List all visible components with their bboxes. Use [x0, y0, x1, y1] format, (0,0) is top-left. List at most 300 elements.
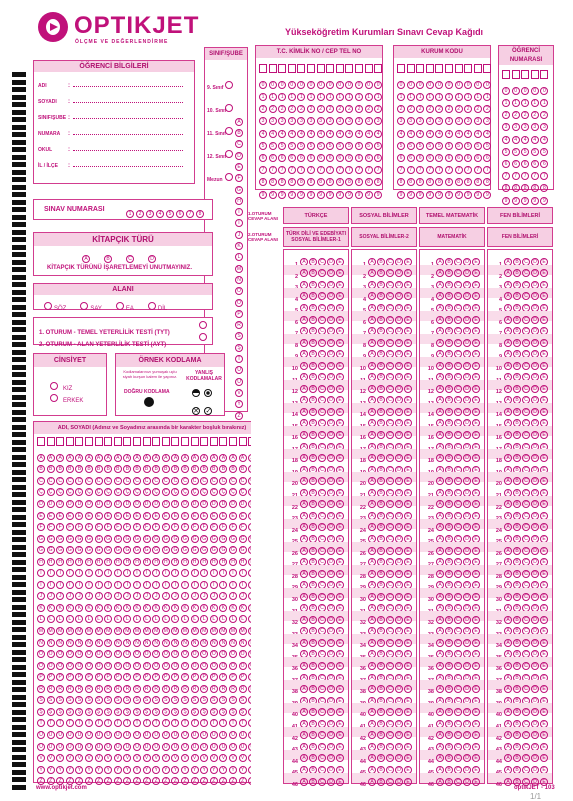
name-letter-bubble[interactable]: B	[56, 465, 64, 473]
name-letter-bubble[interactable]: A	[162, 454, 170, 462]
booklet-bubble[interactable]: D	[148, 255, 156, 263]
answer-bubble[interactable]: B	[309, 581, 317, 589]
answer-bubble[interactable]: B	[513, 316, 521, 324]
answer-bubble[interactable]: E	[540, 489, 548, 497]
answer-bubble[interactable]: E	[336, 443, 344, 451]
name-letter-bubble[interactable]: Y	[143, 766, 151, 774]
digit-bubble[interactable]: 2	[416, 105, 424, 113]
answer-bubble[interactable]: B	[445, 697, 453, 705]
digit-bubble[interactable]: 5	[336, 142, 344, 150]
answer-bubble[interactable]: A	[368, 419, 376, 427]
answer-bubble[interactable]: B	[513, 778, 521, 786]
name-letter-bubble[interactable]: L	[104, 615, 112, 623]
booklet-bubble[interactable]: C	[126, 255, 134, 263]
answer-bubble[interactable]: A	[504, 558, 512, 566]
answer-bubble[interactable]: A	[504, 339, 512, 347]
answer-bubble[interactable]: C	[318, 316, 326, 324]
digit-bubble[interactable]: 9	[445, 191, 453, 199]
answer-bubble[interactable]: E	[472, 627, 480, 635]
answer-bubble[interactable]: A	[436, 292, 444, 300]
answer-bubble[interactable]: E	[472, 431, 480, 439]
answer-bubble[interactable]: E	[336, 778, 344, 786]
digit-entry-box[interactable]	[483, 64, 491, 73]
name-letter-bubble[interactable]: O	[143, 650, 151, 658]
answer-bubble[interactable]: B	[445, 570, 453, 578]
digit-bubble[interactable]: 3	[326, 117, 334, 125]
name-letter-bubble[interactable]: Y	[181, 766, 189, 774]
name-letter-bubble[interactable]: Ü	[229, 743, 237, 751]
answer-bubble[interactable]: D	[395, 316, 403, 324]
digit-bubble[interactable]: 5	[397, 142, 405, 150]
answer-bubble[interactable]: D	[463, 292, 471, 300]
answer-bubble[interactable]: B	[309, 454, 317, 462]
name-letter-bubble[interactable]: J	[75, 592, 83, 600]
answer-bubble[interactable]: B	[445, 778, 453, 786]
answer-bubble[interactable]: E	[472, 489, 480, 497]
name-letter-bubble[interactable]: H	[181, 558, 189, 566]
digit-bubble[interactable]: 4	[326, 130, 334, 138]
name-letter-bubble[interactable]: T	[85, 719, 93, 727]
name-letter-bubble[interactable]: R	[219, 685, 227, 693]
answer-bubble[interactable]: C	[386, 443, 394, 451]
name-letter-bubble[interactable]: E	[229, 512, 237, 520]
name-letter-bubble[interactable]: I	[56, 569, 64, 577]
digit-bubble[interactable]: 3	[365, 117, 373, 125]
digit-bubble[interactable]: 9	[355, 191, 363, 199]
digit-bubble[interactable]: 8	[397, 178, 405, 186]
answer-bubble[interactable]: C	[318, 570, 326, 578]
answer-bubble[interactable]: E	[404, 350, 412, 358]
answer-bubble[interactable]: B	[309, 754, 317, 762]
digit-entry-box[interactable]	[407, 64, 415, 73]
name-letter-bubble[interactable]: O	[37, 650, 45, 658]
digit-bubble[interactable]: 0	[531, 87, 539, 95]
answer-bubble[interactable]: A	[300, 547, 308, 555]
digit-bubble[interactable]: 2	[540, 111, 548, 119]
answer-bubble[interactable]: A	[368, 269, 376, 277]
answer-bubble[interactable]: C	[522, 662, 530, 670]
name-letter-bubble[interactable]: Y	[114, 766, 122, 774]
answer-bubble[interactable]: B	[513, 396, 521, 404]
answer-bubble[interactable]: C	[386, 627, 394, 635]
name-letter-bubble[interactable]: T	[229, 719, 237, 727]
name-letter-bubble[interactable]: N	[210, 639, 218, 647]
name-letter-bubble[interactable]: G	[162, 535, 170, 543]
exam-number-bubble[interactable]: 4	[156, 210, 164, 218]
digit-bubble[interactable]: 7	[326, 166, 334, 174]
name-letter-bubble[interactable]: P	[152, 673, 160, 681]
name-letter-bubble[interactable]: Y	[152, 766, 160, 774]
name-letter-bubble[interactable]: E	[85, 512, 93, 520]
name-letter-bubble[interactable]: H	[229, 558, 237, 566]
answer-bubble[interactable]: A	[436, 674, 444, 682]
digit-bubble[interactable]: 9	[269, 191, 277, 199]
name-letter-bubble[interactable]: R	[171, 685, 179, 693]
answer-bubble[interactable]: A	[436, 408, 444, 416]
answer-bubble[interactable]: C	[454, 304, 462, 312]
class-letter-bubble[interactable]: V	[235, 389, 243, 397]
digit-bubble[interactable]: 3	[416, 117, 424, 125]
name-letter-bubble[interactable]: C	[114, 477, 122, 485]
answer-bubble[interactable]: C	[318, 743, 326, 751]
session-bubble[interactable]	[199, 321, 207, 329]
answer-bubble[interactable]: C	[454, 258, 462, 266]
name-letter-bubble[interactable]: Ö	[219, 662, 227, 670]
answer-bubble[interactable]: D	[327, 720, 335, 728]
answer-bubble[interactable]: B	[513, 523, 521, 531]
name-letter-bubble[interactable]: Z	[181, 777, 189, 785]
answer-bubble[interactable]: E	[404, 627, 412, 635]
digit-bubble[interactable]: 1	[307, 93, 315, 101]
answer-bubble[interactable]: A	[436, 362, 444, 370]
name-letter-bubble[interactable]: Ş	[133, 708, 141, 716]
answer-bubble[interactable]: A	[368, 500, 376, 508]
answer-bubble[interactable]: C	[522, 593, 530, 601]
answer-bubble[interactable]: D	[531, 327, 539, 335]
answer-bubble[interactable]: C	[454, 431, 462, 439]
answer-bubble[interactable]: A	[300, 454, 308, 462]
digit-bubble[interactable]: 0	[355, 81, 363, 89]
name-letter-bubble[interactable]: Y	[66, 766, 74, 774]
answer-bubble[interactable]: B	[309, 500, 317, 508]
answer-bubble[interactable]: E	[540, 512, 548, 520]
exam-number-bubble[interactable]: 5	[166, 210, 174, 218]
answer-bubble[interactable]: D	[395, 443, 403, 451]
answer-bubble[interactable]: E	[540, 708, 548, 716]
name-letter-bubble[interactable]: V	[104, 754, 112, 762]
name-letter-bubble[interactable]: Ç	[56, 488, 64, 496]
answer-bubble[interactable]: E	[404, 419, 412, 427]
name-letter-bubble[interactable]: H	[219, 558, 227, 566]
name-letter-bubble[interactable]: J	[133, 592, 141, 600]
answer-bubble[interactable]: A	[436, 466, 444, 474]
answer-bubble[interactable]: E	[404, 581, 412, 589]
answer-bubble[interactable]: E	[404, 500, 412, 508]
name-letter-bubble[interactable]: N	[152, 639, 160, 647]
answer-bubble[interactable]: E	[472, 593, 480, 601]
answer-bubble[interactable]: E	[540, 662, 548, 670]
answer-bubble[interactable]: B	[309, 385, 317, 393]
name-letter-bubble[interactable]: A	[56, 454, 64, 462]
digit-bubble[interactable]: 7	[455, 166, 463, 174]
digit-bubble[interactable]: 0	[345, 81, 353, 89]
digit-bubble[interactable]: 6	[474, 154, 482, 162]
name-letter-bubble[interactable]: R	[104, 685, 112, 693]
name-letter-bubble[interactable]: B	[123, 465, 131, 473]
name-letter-bubble[interactable]: K	[123, 604, 131, 612]
answer-bubble[interactable]: D	[327, 431, 335, 439]
name-letter-bubble[interactable]: Ü	[75, 743, 83, 751]
name-letter-bubble[interactable]: Ğ	[66, 546, 74, 554]
digit-bubble[interactable]: 8	[278, 178, 286, 186]
digit-bubble[interactable]: 3	[445, 117, 453, 125]
answer-bubble[interactable]: A	[436, 616, 444, 624]
answer-bubble[interactable]: A	[436, 697, 444, 705]
answer-bubble[interactable]: B	[377, 570, 385, 578]
name-letter-bubble[interactable]: Ö	[85, 662, 93, 670]
answer-bubble[interactable]: E	[336, 558, 344, 566]
name-letter-bubble[interactable]: Z	[104, 777, 112, 785]
answer-bubble[interactable]: D	[327, 627, 335, 635]
answer-bubble[interactable]: A	[504, 269, 512, 277]
name-letter-bubble[interactable]: D	[37, 500, 45, 508]
name-letter-bubble[interactable]: H	[47, 558, 55, 566]
name-letter-bubble[interactable]: N	[75, 639, 83, 647]
digit-bubble[interactable]: 7	[540, 172, 548, 180]
name-letter-bubble[interactable]: P	[171, 673, 179, 681]
answer-bubble[interactable]: A	[504, 350, 512, 358]
exam-number-bubble[interactable]: 6	[176, 210, 184, 218]
name-letter-bubble[interactable]: İ	[66, 581, 74, 589]
answer-bubble[interactable]: E	[472, 674, 480, 682]
name-letter-bubble[interactable]: Ç	[181, 488, 189, 496]
digit-bubble[interactable]: 0	[288, 81, 296, 89]
answer-bubble[interactable]: D	[463, 731, 471, 739]
name-letter-bubble[interactable]: Ç	[123, 488, 131, 496]
name-letter-bubble[interactable]: P	[85, 673, 93, 681]
answer-bubble[interactable]: D	[327, 523, 335, 531]
digit-bubble[interactable]: 7	[355, 166, 363, 174]
digit-bubble[interactable]: 8	[317, 178, 325, 186]
digit-entry-box[interactable]	[317, 64, 325, 73]
digit-bubble[interactable]: 6	[502, 160, 510, 168]
answer-bubble[interactable]: B	[377, 408, 385, 416]
class-letter-bubble[interactable]: M	[236, 265, 242, 272]
digit-bubble[interactable]: 0	[464, 81, 472, 89]
name-letter-bubble[interactable]: T	[104, 719, 112, 727]
name-entry-box[interactable]	[66, 437, 74, 446]
answer-bubble[interactable]: E	[404, 523, 412, 531]
name-letter-bubble[interactable]: A	[219, 454, 227, 462]
answer-bubble[interactable]: D	[531, 362, 539, 370]
answer-bubble[interactable]: A	[368, 477, 376, 485]
answer-bubble[interactable]: D	[463, 512, 471, 520]
answer-bubble[interactable]: A	[300, 731, 308, 739]
grade-bubble[interactable]	[225, 127, 233, 135]
digit-bubble[interactable]: 2	[435, 105, 443, 113]
name-letter-bubble[interactable]: H	[75, 558, 83, 566]
digit-bubble[interactable]: 8	[326, 178, 334, 186]
answer-bubble[interactable]: C	[318, 697, 326, 705]
answer-bubble[interactable]: B	[513, 466, 521, 474]
name-letter-bubble[interactable]: J	[37, 592, 45, 600]
name-letter-bubble[interactable]: Y	[191, 766, 199, 774]
answer-bubble[interactable]: C	[522, 674, 530, 682]
answer-bubble[interactable]: C	[522, 500, 530, 508]
answer-bubble[interactable]: C	[318, 685, 326, 693]
digit-bubble[interactable]: 0	[397, 81, 405, 89]
digit-bubble[interactable]: 2	[521, 111, 529, 119]
name-letter-bubble[interactable]: A	[47, 454, 55, 462]
name-letter-bubble[interactable]: M	[144, 628, 149, 635]
answer-bubble[interactable]: B	[309, 697, 317, 705]
answer-bubble[interactable]: C	[386, 685, 394, 693]
name-letter-bubble[interactable]: K	[104, 604, 112, 612]
name-letter-bubble[interactable]: A	[75, 454, 83, 462]
answer-bubble[interactable]: E	[472, 650, 480, 658]
answer-bubble[interactable]: A	[300, 477, 308, 485]
answer-bubble[interactable]: B	[309, 708, 317, 716]
answer-bubble[interactable]: B	[309, 350, 317, 358]
answer-bubble[interactable]: B	[377, 547, 385, 555]
answer-bubble[interactable]: B	[445, 466, 453, 474]
name-letter-bubble[interactable]: L	[75, 615, 83, 623]
name-letter-bubble[interactable]: F	[123, 523, 131, 531]
answer-bubble[interactable]: E	[540, 639, 548, 647]
digit-bubble[interactable]: 4	[374, 130, 382, 138]
name-letter-bubble[interactable]: C	[191, 477, 199, 485]
digit-bubble[interactable]: 8	[445, 178, 453, 186]
answer-bubble[interactable]: A	[436, 339, 444, 347]
answer-bubble[interactable]: A	[300, 258, 308, 266]
answer-bubble[interactable]: A	[300, 316, 308, 324]
answer-bubble[interactable]: B	[445, 685, 453, 693]
name-letter-bubble[interactable]: Ç	[66, 488, 74, 496]
answer-bubble[interactable]: A	[436, 743, 444, 751]
answer-bubble[interactable]: A	[368, 385, 376, 393]
name-letter-bubble[interactable]: N	[56, 639, 64, 647]
name-letter-bubble[interactable]: L	[133, 615, 141, 623]
answer-bubble[interactable]: B	[377, 697, 385, 705]
name-letter-bubble[interactable]: Ü	[47, 743, 55, 751]
digit-bubble[interactable]: 6	[374, 154, 382, 162]
field-bubble[interactable]	[116, 302, 124, 310]
name-letter-bubble[interactable]: İ	[114, 581, 122, 589]
digit-bubble[interactable]: 6	[512, 160, 520, 168]
name-letter-bubble[interactable]: Ö	[123, 662, 131, 670]
answer-bubble[interactable]: E	[336, 523, 344, 531]
name-letter-bubble[interactable]: J	[210, 592, 218, 600]
answer-bubble[interactable]: C	[386, 454, 394, 462]
answer-bubble[interactable]: C	[318, 373, 326, 381]
answer-bubble[interactable]: D	[395, 477, 403, 485]
name-letter-bubble[interactable]: B	[133, 465, 141, 473]
name-letter-bubble[interactable]: K	[56, 604, 64, 612]
answer-bubble[interactable]: A	[436, 639, 444, 647]
answer-bubble[interactable]: D	[531, 466, 539, 474]
name-letter-bubble[interactable]: N	[95, 639, 103, 647]
digit-bubble[interactable]: 9	[540, 197, 548, 205]
answer-bubble[interactable]: D	[531, 627, 539, 635]
answer-bubble[interactable]: A	[368, 547, 376, 555]
digit-bubble[interactable]: 5	[278, 142, 286, 150]
answer-bubble[interactable]: A	[436, 385, 444, 393]
digit-bubble[interactable]: 2	[317, 105, 325, 113]
answer-bubble[interactable]: D	[327, 604, 335, 612]
class-letter-bubble[interactable]: O	[235, 287, 243, 295]
name-letter-bubble[interactable]: G	[239, 535, 247, 543]
name-letter-bubble[interactable]: Z	[133, 777, 141, 785]
answer-bubble[interactable]: B	[445, 258, 453, 266]
answer-bubble[interactable]: E	[472, 558, 480, 566]
answer-bubble[interactable]: E	[540, 350, 548, 358]
answer-bubble[interactable]: A	[368, 639, 376, 647]
name-letter-bubble[interactable]: Y	[37, 766, 45, 774]
name-letter-bubble[interactable]: V	[66, 754, 74, 762]
digit-bubble[interactable]: 0	[483, 81, 491, 89]
answer-bubble[interactable]: B	[445, 269, 453, 277]
answer-bubble[interactable]: A	[368, 373, 376, 381]
answer-bubble[interactable]: B	[445, 304, 453, 312]
name-letter-bubble[interactable]: Ç	[200, 488, 208, 496]
name-letter-bubble[interactable]: C	[171, 477, 179, 485]
answer-bubble[interactable]: A	[368, 535, 376, 543]
answer-bubble[interactable]: D	[463, 362, 471, 370]
name-letter-bubble[interactable]: Ş	[229, 708, 237, 716]
name-letter-bubble[interactable]: M	[115, 628, 120, 635]
name-letter-bubble[interactable]: U	[239, 731, 247, 739]
digit-bubble[interactable]: 8	[374, 178, 382, 186]
name-letter-bubble[interactable]: S	[210, 696, 218, 704]
name-letter-bubble[interactable]: O	[162, 650, 170, 658]
answer-bubble[interactable]: E	[472, 258, 480, 266]
answer-bubble[interactable]: C	[522, 708, 530, 716]
answer-bubble[interactable]: C	[454, 547, 462, 555]
answer-bubble[interactable]: E	[472, 292, 480, 300]
name-letter-bubble[interactable]: Ü	[85, 743, 93, 751]
name-letter-bubble[interactable]: Ü	[239, 743, 247, 751]
name-letter-bubble[interactable]: B	[181, 465, 189, 473]
name-letter-bubble[interactable]: R	[229, 685, 237, 693]
answer-bubble[interactable]: B	[309, 650, 317, 658]
answer-bubble[interactable]: A	[504, 662, 512, 670]
answer-bubble[interactable]: B	[377, 385, 385, 393]
answer-bubble[interactable]: D	[327, 419, 335, 427]
name-entry-box[interactable]	[56, 437, 64, 446]
name-letter-bubble[interactable]: A	[85, 454, 93, 462]
answer-bubble[interactable]: C	[522, 454, 530, 462]
answer-bubble[interactable]: D	[327, 547, 335, 555]
answer-bubble[interactable]: D	[327, 685, 335, 693]
answer-bubble[interactable]: B	[513, 408, 521, 416]
name-letter-bubble[interactable]: J	[171, 592, 179, 600]
answer-bubble[interactable]: A	[300, 443, 308, 451]
answer-bubble[interactable]: D	[463, 339, 471, 347]
name-letter-bubble[interactable]: L	[114, 615, 122, 623]
name-letter-bubble[interactable]: K	[75, 604, 83, 612]
answer-bubble[interactable]: B	[377, 500, 385, 508]
answer-bubble[interactable]: B	[309, 362, 317, 370]
digit-bubble[interactable]: 2	[365, 105, 373, 113]
answer-bubble[interactable]: B	[377, 558, 385, 566]
answer-bubble[interactable]: A	[436, 500, 444, 508]
digit-bubble[interactable]: 4	[269, 130, 277, 138]
name-letter-bubble[interactable]: İ	[171, 581, 179, 589]
field-bubble[interactable]	[148, 302, 156, 310]
digit-bubble[interactable]: 3	[259, 117, 267, 125]
name-letter-bubble[interactable]: T	[210, 719, 218, 727]
answer-bubble[interactable]: C	[454, 443, 462, 451]
name-letter-bubble[interactable]: F	[85, 523, 93, 531]
name-letter-bubble[interactable]: Ö	[171, 662, 179, 670]
name-letter-bubble[interactable]: A	[133, 454, 141, 462]
answer-bubble[interactable]: B	[445, 604, 453, 612]
answer-bubble[interactable]: C	[522, 327, 530, 335]
digit-bubble[interactable]: 9	[474, 191, 482, 199]
answer-bubble[interactable]: A	[436, 685, 444, 693]
answer-bubble[interactable]: B	[445, 731, 453, 739]
name-letter-bubble[interactable]: G	[152, 535, 160, 543]
answer-bubble[interactable]: E	[336, 373, 344, 381]
name-letter-bubble[interactable]: R	[37, 685, 45, 693]
answer-bubble[interactable]: A	[504, 639, 512, 647]
digit-bubble[interactable]: 1	[407, 93, 415, 101]
answer-bubble[interactable]: D	[531, 419, 539, 427]
answer-bubble[interactable]: C	[522, 385, 530, 393]
name-letter-bubble[interactable]: N	[200, 639, 208, 647]
answer-bubble[interactable]: C	[454, 708, 462, 716]
answer-bubble[interactable]: E	[540, 558, 548, 566]
